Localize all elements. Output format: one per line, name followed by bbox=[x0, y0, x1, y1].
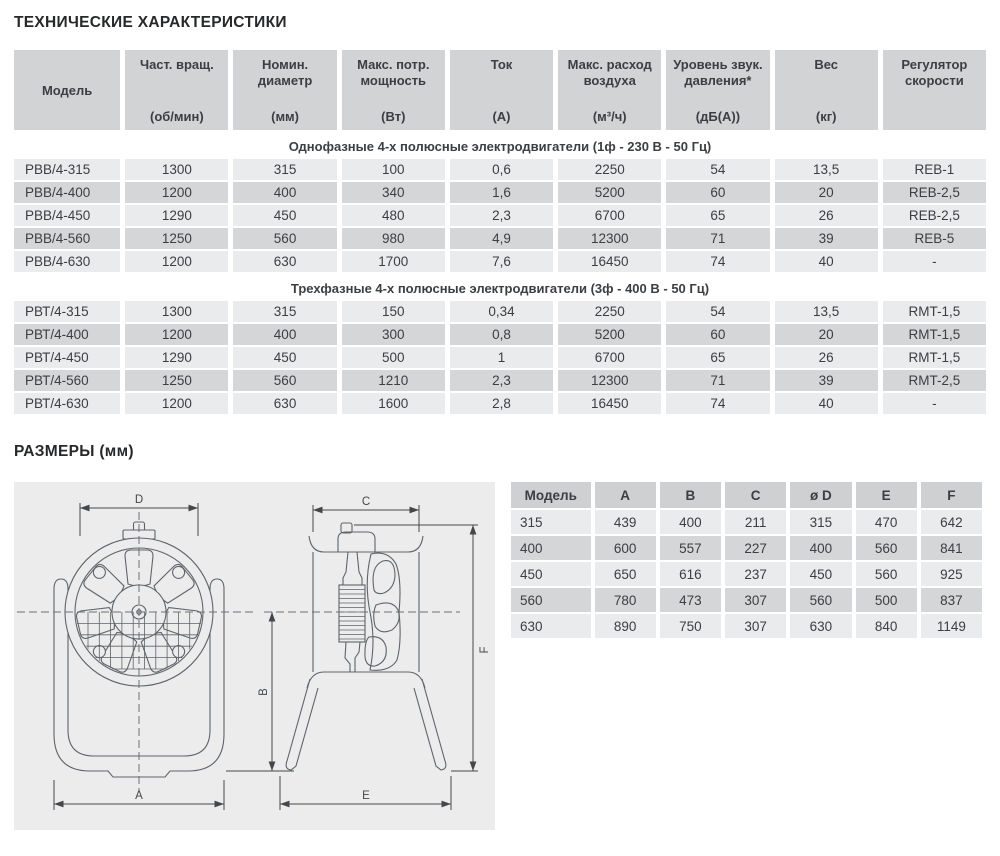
spec-value-cell: 0,6 bbox=[450, 159, 553, 180]
spec-header-unit: (об/мин) bbox=[149, 108, 204, 124]
spec-row bbox=[14, 182, 986, 203]
spec-header-content bbox=[342, 50, 445, 130]
spec-section-title: Трехфазные 4-х полюсные электродвигатели (3ф - 400 В - 50 Гц) bbox=[14, 274, 986, 299]
dims-value-cell: 750 bbox=[660, 614, 721, 638]
spec-value-cell: 40 bbox=[775, 251, 878, 272]
spec-value-cell: 1 bbox=[450, 347, 553, 368]
spec-value-cell: 65 bbox=[666, 205, 769, 226]
specs-section-title: ТЕХНИЧЕСКИЕ ХАРАКТЕРИСТИКИ bbox=[14, 14, 287, 31]
spec-header-cell-1 bbox=[125, 50, 228, 130]
dims-row bbox=[511, 614, 982, 638]
spec-value-cell: 450 bbox=[233, 205, 336, 226]
dims-header-cell-4: ø D bbox=[790, 482, 851, 508]
side-junction-box bbox=[338, 532, 375, 552]
dim-label-f: F bbox=[479, 646, 491, 654]
spec-value-cell: REB-1 bbox=[883, 159, 986, 180]
spec-header-label: Част. вращ. bbox=[139, 57, 214, 72]
spec-header-unit: (Вт) bbox=[381, 108, 406, 124]
spec-header-content bbox=[883, 50, 986, 130]
side-view bbox=[226, 496, 491, 810]
spec-header-content bbox=[233, 50, 336, 130]
spec-model-cell: РВВ/4-560 bbox=[14, 228, 120, 249]
dims-header-row bbox=[511, 482, 982, 508]
dims-value-cell: 616 bbox=[660, 562, 721, 586]
spec-header-unit: (мм) bbox=[271, 108, 300, 124]
dims-value-cell: 500 bbox=[856, 588, 917, 612]
spec-header-label: Регулятор скорости bbox=[901, 57, 968, 89]
spec-header-cell-2 bbox=[233, 50, 336, 130]
spec-value-cell: 2250 bbox=[558, 301, 661, 322]
dim-label-e: E bbox=[362, 790, 370, 802]
spec-value-cell: 1250 bbox=[125, 370, 228, 391]
dims-model-cell: 560 bbox=[511, 588, 591, 612]
dims-value-cell: 560 bbox=[790, 588, 851, 612]
spec-value-cell: RMT-1,5 bbox=[883, 347, 986, 368]
spec-model-cell: РВВ/4-450 bbox=[14, 205, 120, 226]
dimension-A bbox=[54, 780, 224, 810]
spec-header-unit: (дБ(А)) bbox=[695, 108, 741, 124]
spec-value-cell: 0,8 bbox=[450, 324, 553, 345]
dims-value-cell: 470 bbox=[856, 510, 917, 534]
dims-value-cell: 227 bbox=[725, 536, 786, 560]
dims-value-cell: 630 bbox=[790, 614, 851, 638]
spec-value-cell: 74 bbox=[666, 251, 769, 272]
spec-value-cell: RMT-1,5 bbox=[883, 324, 986, 345]
dims-header-cell-3: C bbox=[725, 482, 786, 508]
dims-value-cell: 780 bbox=[595, 588, 656, 612]
spec-value-cell: 560 bbox=[233, 370, 336, 391]
spec-row bbox=[14, 393, 986, 414]
dimension-E bbox=[280, 776, 451, 810]
spec-value-cell: 1210 bbox=[342, 370, 445, 391]
spec-header-label: Макс. потр. мощность bbox=[357, 57, 430, 89]
spec-value-cell: 54 bbox=[666, 159, 769, 180]
dims-value-cell: 439 bbox=[595, 510, 656, 534]
dims-model-cell: 450 bbox=[511, 562, 591, 586]
spec-model-cell: РВТ/4-450 bbox=[14, 347, 120, 368]
dims-value-cell: 473 bbox=[660, 588, 721, 612]
dims-value-cell: 211 bbox=[725, 510, 786, 534]
spec-row bbox=[14, 251, 986, 272]
dims-value-cell: 837 bbox=[921, 588, 982, 612]
spec-value-cell: 400 bbox=[233, 324, 336, 345]
dimension-C bbox=[313, 496, 419, 532]
spec-value-cell: RMT-2,5 bbox=[883, 370, 986, 391]
spec-value-cell: 54 bbox=[666, 301, 769, 322]
dims-value-cell: 560 bbox=[856, 536, 917, 560]
spec-value-cell: REB-5 bbox=[883, 228, 986, 249]
dims-row bbox=[511, 562, 982, 586]
spec-value-cell: 1700 bbox=[342, 251, 445, 272]
spec-row bbox=[14, 324, 986, 345]
spec-value-cell: 12300 bbox=[558, 370, 661, 391]
dims-value-cell: 400 bbox=[660, 510, 721, 534]
dims-value-cell: 650 bbox=[595, 562, 656, 586]
spec-value-cell: 40 bbox=[775, 393, 878, 414]
spec-value-cell: 6700 bbox=[558, 347, 661, 368]
dimension-F bbox=[354, 525, 491, 771]
spec-value-cell: 1250 bbox=[125, 228, 228, 249]
spec-row bbox=[14, 347, 986, 368]
spec-header-unit: (м³/ч) bbox=[592, 108, 627, 124]
spec-header-row bbox=[14, 50, 986, 130]
spec-value-cell: 315 bbox=[233, 159, 336, 180]
spec-model-cell: РВВ/4-315 bbox=[14, 159, 120, 180]
side-leg-right bbox=[414, 679, 446, 770]
spec-header-label: Уровень звук. давления* bbox=[673, 57, 763, 89]
spec-value-cell: 65 bbox=[666, 347, 769, 368]
dims-value-cell: 840 bbox=[856, 614, 917, 638]
spec-value-cell: 12300 bbox=[558, 228, 661, 249]
spec-value-cell: 2,3 bbox=[450, 370, 553, 391]
dims-value-cell: 841 bbox=[921, 536, 982, 560]
spec-value-cell: 1200 bbox=[125, 324, 228, 345]
spec-header-content bbox=[775, 50, 878, 130]
spec-value-cell: 26 bbox=[775, 347, 878, 368]
spec-value-cell: 60 bbox=[666, 182, 769, 203]
spec-value-cell: 7,6 bbox=[450, 251, 553, 272]
spec-header-cell-0 bbox=[14, 50, 120, 130]
spec-value-cell: 500 bbox=[342, 347, 445, 368]
spec-table bbox=[9, 48, 991, 416]
spec-value-cell: 5200 bbox=[558, 182, 661, 203]
spec-header-content bbox=[14, 50, 120, 130]
spec-value-cell: 1200 bbox=[125, 393, 228, 414]
spec-header-content bbox=[450, 50, 553, 130]
dims-value-cell: 307 bbox=[725, 614, 786, 638]
spec-value-cell: REB-2,5 bbox=[883, 205, 986, 226]
spec-header-cell-8 bbox=[883, 50, 986, 130]
spec-value-cell: 2,8 bbox=[450, 393, 553, 414]
spec-section-row-1 bbox=[14, 274, 986, 299]
dim-label-d: D bbox=[134, 494, 144, 506]
dims-row bbox=[511, 536, 982, 560]
spec-value-cell: - bbox=[883, 393, 986, 414]
spec-model-cell: РВТ/4-560 bbox=[14, 370, 120, 391]
front-view bbox=[17, 494, 257, 810]
dims-value-cell: 642 bbox=[921, 510, 982, 534]
dims-value-cell: 925 bbox=[921, 562, 982, 586]
spec-section-title: Однофазные 4-х полюсные электродвигатели (1ф - 230 В - 50 Гц) bbox=[14, 132, 986, 157]
dims-header-cell-5: E bbox=[856, 482, 917, 508]
spec-value-cell: 74 bbox=[666, 393, 769, 414]
spec-value-cell: 1300 bbox=[125, 159, 228, 180]
spec-value-cell: 480 bbox=[342, 205, 445, 226]
dim-label-b: B bbox=[258, 688, 270, 696]
spec-value-cell: 39 bbox=[775, 228, 878, 249]
dimensions-section-title: РАЗМЕРЫ (мм) bbox=[14, 443, 134, 460]
drawing-panel bbox=[14, 482, 495, 830]
dims-header-cell-6: F bbox=[921, 482, 982, 508]
spec-value-cell: 2250 bbox=[558, 159, 661, 180]
dims-row bbox=[511, 588, 982, 612]
spec-value-cell: 630 bbox=[233, 393, 336, 414]
spec-value-cell: 1,6 bbox=[450, 182, 553, 203]
spec-header-cell-3 bbox=[342, 50, 445, 130]
spec-header-cell-4 bbox=[450, 50, 553, 130]
dim-label-a: A bbox=[135, 790, 143, 802]
spec-value-cell: 300 bbox=[342, 324, 445, 345]
dimensions-block bbox=[14, 482, 986, 830]
spec-value-cell: 16450 bbox=[558, 251, 661, 272]
spec-header-label: Модель bbox=[41, 82, 93, 98]
spec-value-cell: 4,9 bbox=[450, 228, 553, 249]
spec-header-cell-7 bbox=[775, 50, 878, 130]
spec-value-cell: 560 bbox=[233, 228, 336, 249]
spec-header-unit: (кг) bbox=[815, 108, 837, 124]
spec-value-cell: 26 bbox=[775, 205, 878, 226]
dims-header-cell-1: A bbox=[595, 482, 656, 508]
spec-model-cell: РВВ/4-400 bbox=[14, 182, 120, 203]
spec-model-cell: РВТ/4-400 bbox=[14, 324, 120, 345]
spec-value-cell: 71 bbox=[666, 370, 769, 391]
spec-model-cell: РВТ/4-630 bbox=[14, 393, 120, 414]
spec-value-cell: 2,3 bbox=[450, 205, 553, 226]
spec-value-cell: 0,34 bbox=[450, 301, 553, 322]
spec-header-content bbox=[666, 50, 769, 130]
dims-model-cell: 630 bbox=[511, 614, 591, 638]
spec-value-cell: 100 bbox=[342, 159, 445, 180]
dims-value-cell: 600 bbox=[595, 536, 656, 560]
spec-section-row-0 bbox=[14, 132, 986, 157]
dims-model-cell: 400 bbox=[511, 536, 591, 560]
spec-row bbox=[14, 370, 986, 391]
spec-header-content bbox=[125, 50, 228, 130]
dims-header-cell-0: Модель bbox=[511, 482, 591, 508]
dim-label-c: C bbox=[361, 496, 371, 508]
dims-header-cell-2: B bbox=[660, 482, 721, 508]
spec-row bbox=[14, 301, 986, 322]
spec-value-cell: 71 bbox=[666, 228, 769, 249]
side-blades bbox=[365, 553, 400, 670]
spec-model-cell: РВВ/4-630 bbox=[14, 251, 120, 272]
spec-value-cell: 60 bbox=[666, 324, 769, 345]
dimensions-table bbox=[507, 480, 986, 640]
dims-value-cell: 560 bbox=[856, 562, 917, 586]
spec-header-label: Ток bbox=[490, 57, 513, 72]
dims-value-cell: 557 bbox=[660, 536, 721, 560]
fan-technical-drawing bbox=[14, 482, 495, 830]
spec-header-label: Номин. диаметр bbox=[257, 57, 313, 89]
spec-header-content bbox=[558, 50, 661, 130]
spec-value-cell: 980 bbox=[342, 228, 445, 249]
spec-value-cell: 1200 bbox=[125, 182, 228, 203]
dims-value-cell: 400 bbox=[790, 536, 851, 560]
spec-value-cell: REB-2,5 bbox=[883, 182, 986, 203]
spec-value-cell: 150 bbox=[342, 301, 445, 322]
spec-value-cell: 20 bbox=[775, 182, 878, 203]
spec-value-cell: 13,5 bbox=[775, 301, 878, 322]
dims-row bbox=[511, 510, 982, 534]
spec-header-unit: (А) bbox=[492, 108, 511, 124]
spec-value-cell: 5200 bbox=[558, 324, 661, 345]
dims-value-cell: 237 bbox=[725, 562, 786, 586]
spec-value-cell: 400 bbox=[233, 182, 336, 203]
spec-value-cell: 1200 bbox=[125, 251, 228, 272]
spec-value-cell: 6700 bbox=[558, 205, 661, 226]
spec-row bbox=[14, 159, 986, 180]
spec-value-cell: 1300 bbox=[125, 301, 228, 322]
spec-value-cell: 630 bbox=[233, 251, 336, 272]
spec-value-cell: 340 bbox=[342, 182, 445, 203]
spec-row bbox=[14, 205, 986, 226]
side-motor bbox=[339, 585, 365, 642]
spec-model-cell: РВТ/4-315 bbox=[14, 301, 120, 322]
spec-value-cell: 450 bbox=[233, 347, 336, 368]
dims-value-cell: 307 bbox=[725, 588, 786, 612]
spec-value-cell: 315 bbox=[233, 301, 336, 322]
spec-row bbox=[14, 228, 986, 249]
spec-header-label: Вес bbox=[814, 57, 838, 72]
spec-value-cell: 16450 bbox=[558, 393, 661, 414]
spec-value-cell: 1290 bbox=[125, 347, 228, 368]
spec-value-cell: 13,5 bbox=[775, 159, 878, 180]
dimension-B bbox=[226, 612, 294, 771]
spec-value-cell: RMT-1,5 bbox=[883, 301, 986, 322]
spec-value-cell: 20 bbox=[775, 324, 878, 345]
dims-value-cell: 450 bbox=[790, 562, 851, 586]
spec-value-cell: 1290 bbox=[125, 205, 228, 226]
dims-model-cell: 315 bbox=[511, 510, 591, 534]
dims-value-cell: 315 bbox=[790, 510, 851, 534]
spec-header-cell-6 bbox=[666, 50, 769, 130]
spec-header-cell-5 bbox=[558, 50, 661, 130]
spec-value-cell: 39 bbox=[775, 370, 878, 391]
spec-header-label: Макс. расход воздуха bbox=[567, 57, 652, 89]
spec-value-cell: - bbox=[883, 251, 986, 272]
side-leg-left bbox=[286, 679, 318, 770]
spec-value-cell: 1600 bbox=[342, 393, 445, 414]
dims-value-cell: 890 bbox=[595, 614, 656, 638]
dims-value-cell: 1149 bbox=[921, 614, 982, 638]
